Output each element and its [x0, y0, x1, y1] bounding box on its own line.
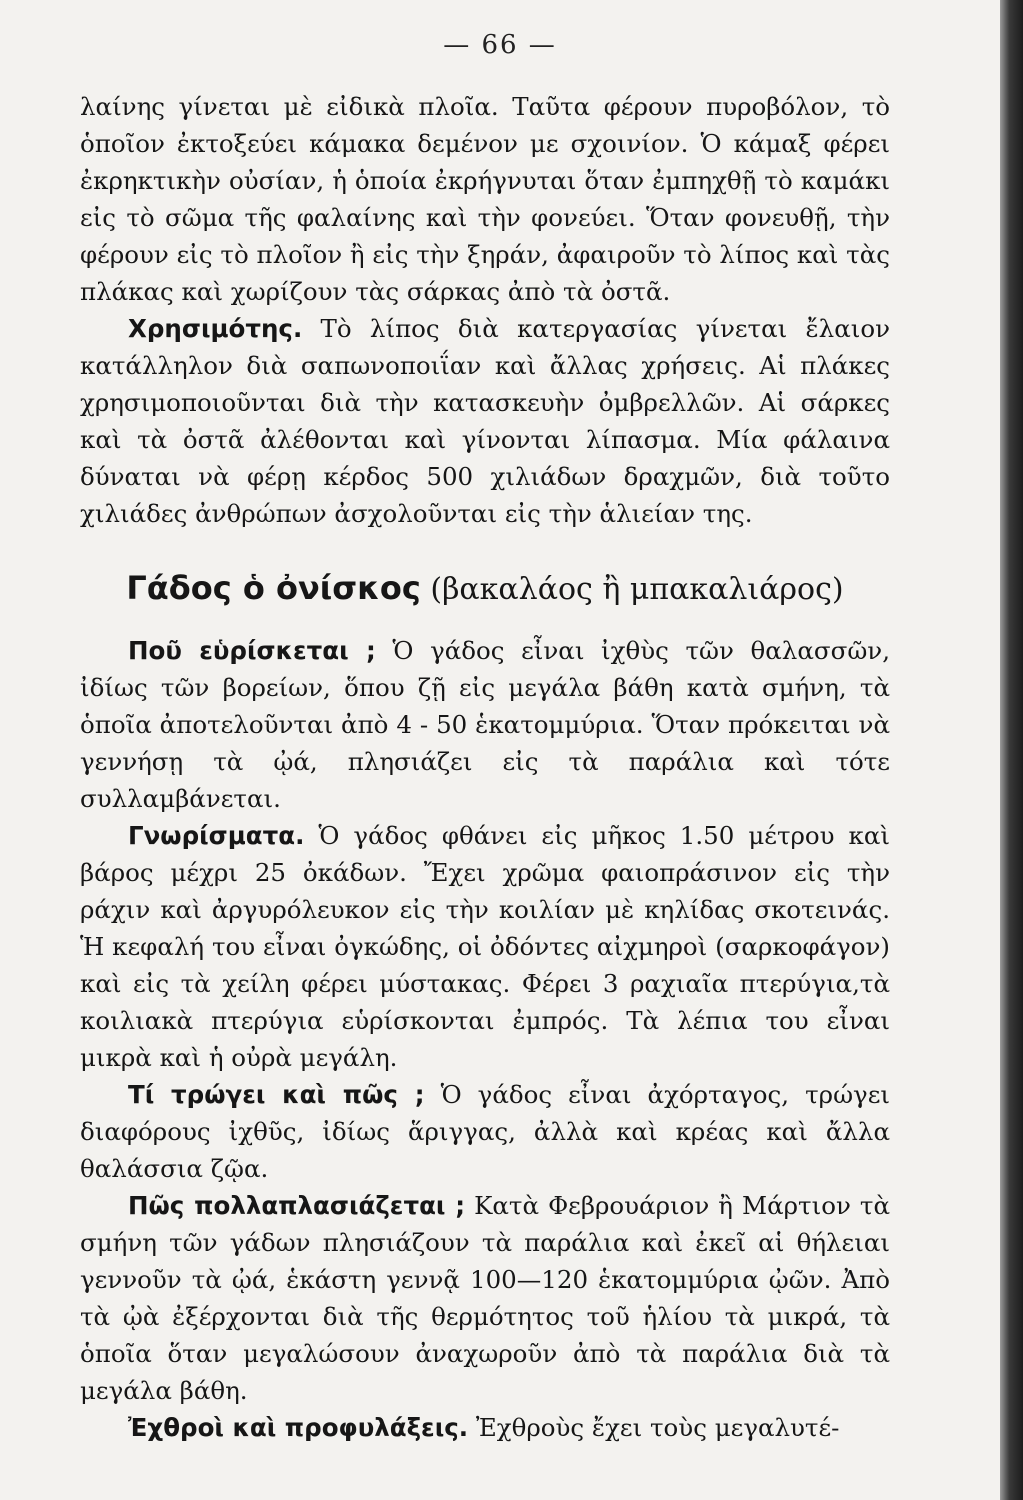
features-label: Γνωρίσματα. — [128, 821, 305, 850]
intro-paragraph-text: λαίνης γίνεται μὲ εἰδικὰ πλοῖα. Ταῦτα φέρουν πυροβόλον, τὸ ὁποῖον ἐκτοξεύει κάμακα δεμένον με σχοινίον. Ὁ κάμαξ φέρει ἐκρηκτικὴν οὐσίαν, ἡ ὁποία ἐκρήγνυται ὅταν ἐμπηχθῇ τὸ καμάκι εἰς τὸ σῶμα τῆς φαλαίνης καὶ τὴν φονεύει. Ὅταν φονευθῇ, τὴν φέρουν εἰς τὸ πλοῖον ἢ εἰς τὴν ξηράν, ἀφαιροῦν τὸ λίπος καὶ τὰς πλάκας καὶ χωρίζουν τὰς σάρκας ἀπὸ τὰ ὀστᾶ. — [80, 92, 890, 306]
section-heading — [80, 568, 890, 610]
breeds-paragraph — [80, 1187, 890, 1409]
eats-label: Τί τρώγει καὶ πῶς ; — [128, 1080, 425, 1109]
breeds-label: Πῶς πολλαπλασιάζεται ; — [128, 1191, 466, 1220]
where-text: Ὁ γάδος εἶναι ἰχθὺς τῶν θαλασσῶν, ἰδίως τῶν βορείων, ὅπου ζῇ εἰς μεγάλα βάθη κατὰ σμήνη, τὰ ὁποῖα ἀποτελοῦνται ἀπὸ 4 - 50 ἑκατομμύρια. Ὅταν πρόκειται νὰ γεννήσῃ τὰ ᾠά, πλησιάζει εἰς τὰ παράλια καὶ τότε συλλαμβάνεται. — [80, 636, 890, 813]
breeds-text: Κατὰ Φεβρουάριον ἢ Μάρτιον τὰ σμήνη τῶν γάδων πλησιάζουν τὰ παράλια καὶ ἐκεῖ αἱ θήλειαι γεννοῦν τὰ ᾠά, ἑκάστη γεννᾷ 100—120 ἑκατομμύρια ᾠῶν. Ἀπὸ τὰ ᾠὰ ἐξέρχονται διὰ τῆς θερμότητος τοῦ ἡλίου τὰ μικρά, τὰ ὁποῖα ὅταν μεγαλώσουν ἀναχωροῦν ἀπὸ τὰ παράλια διὰ τὰ μεγάλα βάθη. — [80, 1191, 890, 1405]
enemies-text: Ἐχθροὺς ἔχει τοὺς μεγαλυτέ- — [468, 1413, 840, 1442]
eats-paragraph — [80, 1076, 890, 1187]
where-paragraph — [80, 632, 890, 817]
section-title-alt-names: (βακαλάος ἢ μπακαλιάρος) — [420, 572, 844, 607]
intro-paragraph — [80, 88, 890, 310]
eats-text: Ὁ γάδος εἶναι ἀχόρταγος, τρώγει διαφόρους ἰχθῦς, ἰδίως ἅριγγας, ἀλλὰ καὶ κρέας καὶ ἄλλα θαλάσσια ζῷα. — [80, 1080, 890, 1183]
page-number: — 66 — — [443, 30, 557, 60]
page-body — [80, 88, 890, 1446]
features-text: Ὁ γάδος φθάνει εἰς μῆκος 1.50 μέτρου καὶ βάρος μέχρι 25 ὀκάδων. Ἔχει χρῶμα φαιοπράσινον εἰς τὴν ράχιν καὶ ἀργυρόλευκον εἰς τὴν κοιλίαν μὲ κηλίδας σκοτεινάς. Ἡ κεφαλή του εἶναι ὀγκώδης, οἱ ὀδόντες αἰχμηροὶ (σαρκοφάγον) καὶ εἰς τὰ χείλη φέρει μύστακας. Φέρει 3 ραχιαῖα πτερύγια,τὰ κοιλιακὰ πτερύγια εὑρίσκονται ἐμπρός. Τὰ λέπια του εἶναι μικρὰ καὶ ἡ οὐρὰ μεγάλη. — [80, 821, 890, 1072]
usefulness-paragraph — [80, 310, 890, 532]
enemies-label: Ἐχθροὶ καὶ προφυλάξεις. — [128, 1413, 469, 1442]
section-title: Γάδος ὁ ὀνίσκος — [126, 569, 421, 607]
usefulness-label: Χρησιμότης. — [128, 314, 303, 343]
page-binding-edge — [1000, 0, 1023, 1500]
where-label: Ποῦ εὑρίσκεται ; — [128, 636, 376, 665]
enemies-paragraph — [80, 1409, 890, 1446]
features-paragraph — [80, 817, 890, 1076]
usefulness-text: Τὸ λίπος διὰ κατεργασίας γίνεται ἔλαιον κατάλληλον διὰ σαπωνοποιΐαν καὶ ἄλλας χρήσεις. Αἱ πλάκες χρησιμοποιοῦνται διὰ τὴν κατασκευὴν ὀμβρελλῶν. Αἱ σάρκες καὶ τὰ ὀστᾶ ἀλέθονται καὶ γίνονται λίπασμα. Μία φάλαινα δύναται νὰ φέρῃ κέρδος 500 χιλιάδων δραχμῶν, διὰ τοῦτο χιλιάδες ἀνθρώπων ἀσχολοῦνται εἰς τὴν ἁλιείαν της. — [80, 314, 890, 528]
